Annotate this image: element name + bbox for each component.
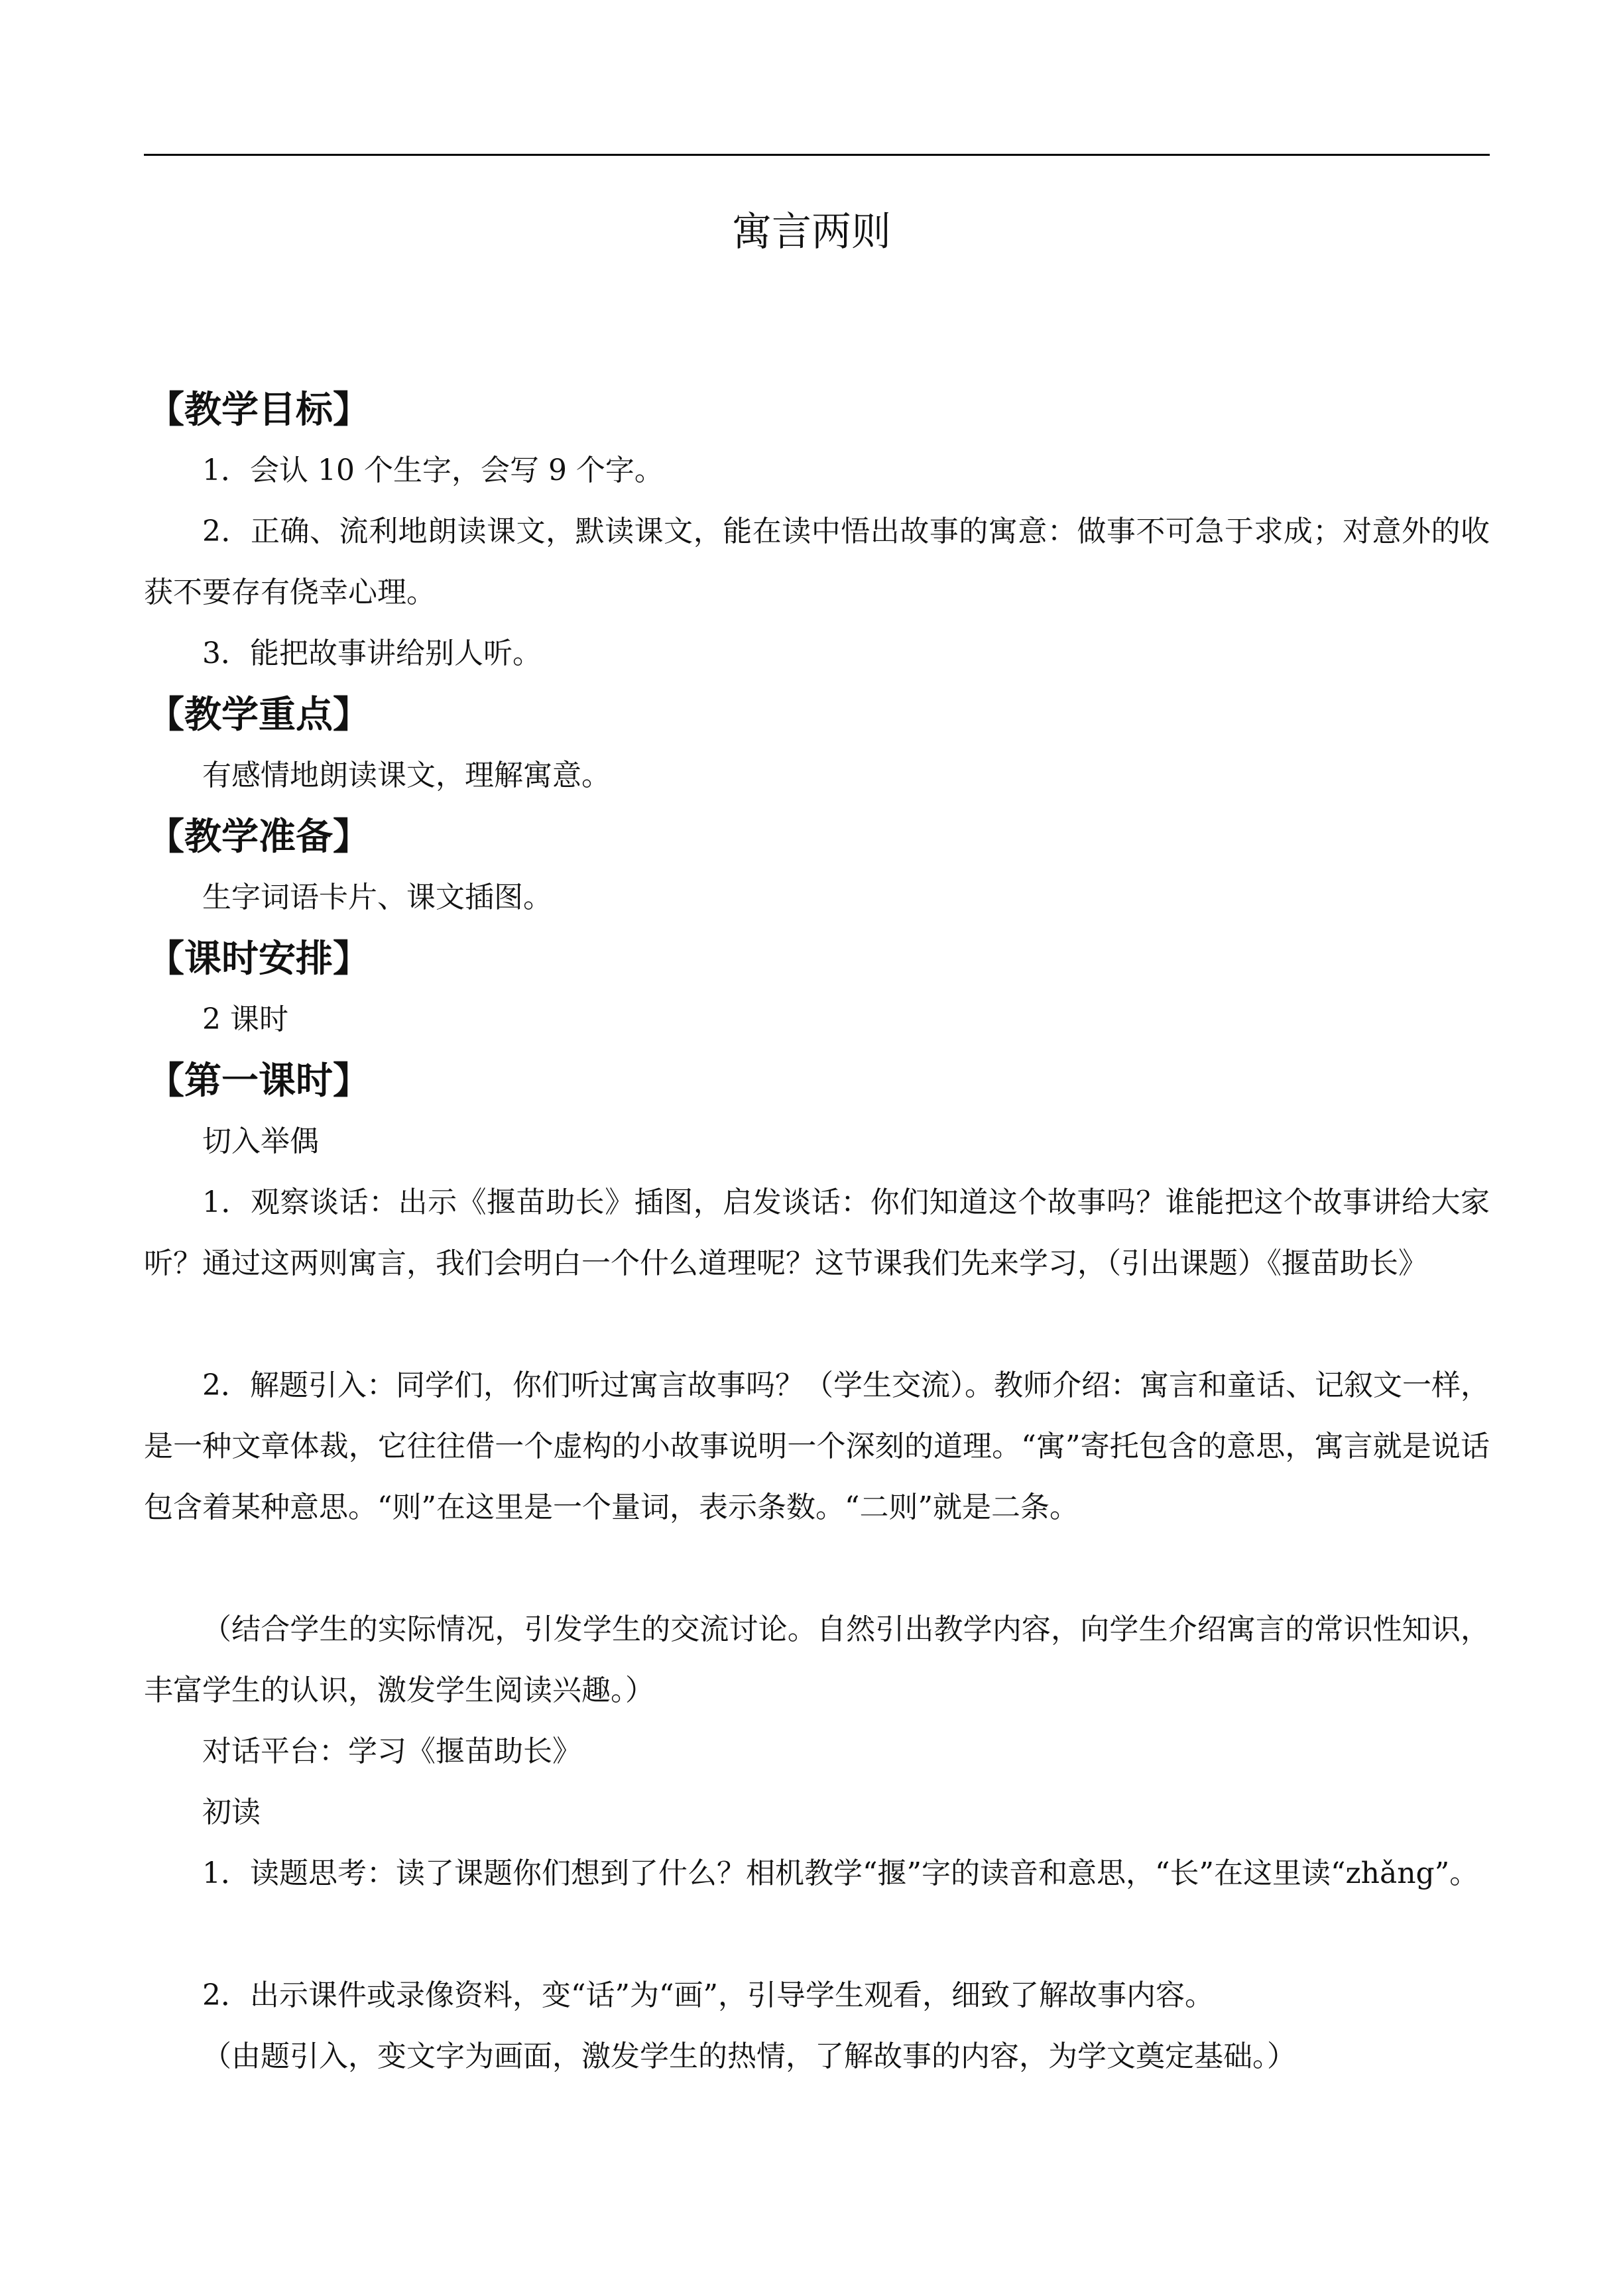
paragraph: 2．解题引入：同学们，你们听过寓言故事吗？（学生交流）。教师介绍：寓言和童话、记叙文一样，是一种文章体裁，它往往借一个虚构的小故事说明一个深刻的道理。“寓”寄托包含的意思，寓言就是说话包含着某种意思。“则”在这里是一个量词，表示条数。“二则”就是二条。 bbox=[144, 1368, 1490, 1524]
section-first-lesson bbox=[144, 1050, 1490, 2087]
section-heading: 【第一课时】 bbox=[147, 1059, 370, 1103]
document-title: 寓言两则 bbox=[732, 209, 891, 255]
section-heading: 【课时安排】 bbox=[147, 937, 370, 981]
section-heading: 【教学重点】 bbox=[147, 693, 370, 737]
paragraph: （由题引入，变文字为画面，激发学生的热情，了解故事的内容，为学文奠定基础。） bbox=[202, 2039, 1296, 2073]
paragraph: 2 课时 bbox=[202, 1002, 288, 1036]
paragraph: 1．读题思考：读了课题你们想到了什么？相机教学“揠”字的读音和意思，“长”在这里读“zhǎng”。 bbox=[202, 1856, 1479, 1890]
section-teaching-focus bbox=[144, 684, 1490, 806]
paragraph: 有感情地朗读课文，理解寓意。 bbox=[202, 758, 611, 792]
paragraph: 1．会认 10 个生字，会写 9 个字。 bbox=[202, 453, 664, 487]
paragraph: 对话平台：学习《揠苗助长》 bbox=[202, 1734, 581, 1768]
section-heading: 【教学目标】 bbox=[147, 388, 370, 432]
section-teaching-preparation bbox=[144, 806, 1490, 928]
section-lesson-schedule bbox=[144, 928, 1490, 1050]
section-teaching-goals bbox=[144, 379, 1490, 684]
paragraph: 2．出示课件或录像资料，变“话”为“画”，引导学生观看，细致了解故事内容。 bbox=[202, 1978, 1214, 2012]
section-heading: 【教学准备】 bbox=[147, 815, 370, 859]
header-rule bbox=[144, 154, 1490, 156]
paragraph: 1．观察谈话：出示《揠苗助长》插图，启发谈话：你们知道这个故事吗？谁能把这个故事讲给大家听？通过这两则寓言，我们会明白一个什么道理呢？这节课我们先来学习，（引出课题）《揠苗助长》 bbox=[144, 1185, 1490, 1280]
paragraph: 2．正确、流利地朗读课文，默读课文，能在读中悟出故事的寓意：做事不可急于求成；对意外的收获不要存有侥幸心理。 bbox=[144, 514, 1490, 609]
paragraph: 初读 bbox=[202, 1795, 261, 1829]
paragraph: 生字词语卡片、课文插图。 bbox=[202, 880, 552, 914]
paragraph: 3．能把故事讲给别人听。 bbox=[202, 636, 542, 670]
document-body bbox=[144, 379, 1490, 2087]
paragraph: （结合学生的实际情况，引发学生的交流讨论。自然引出教学内容，向学生介绍寓言的常识性知识，丰富学生的认识，激发学生阅读兴趣。） bbox=[144, 1612, 1490, 1707]
paragraph: 切入举偶 bbox=[202, 1124, 319, 1158]
